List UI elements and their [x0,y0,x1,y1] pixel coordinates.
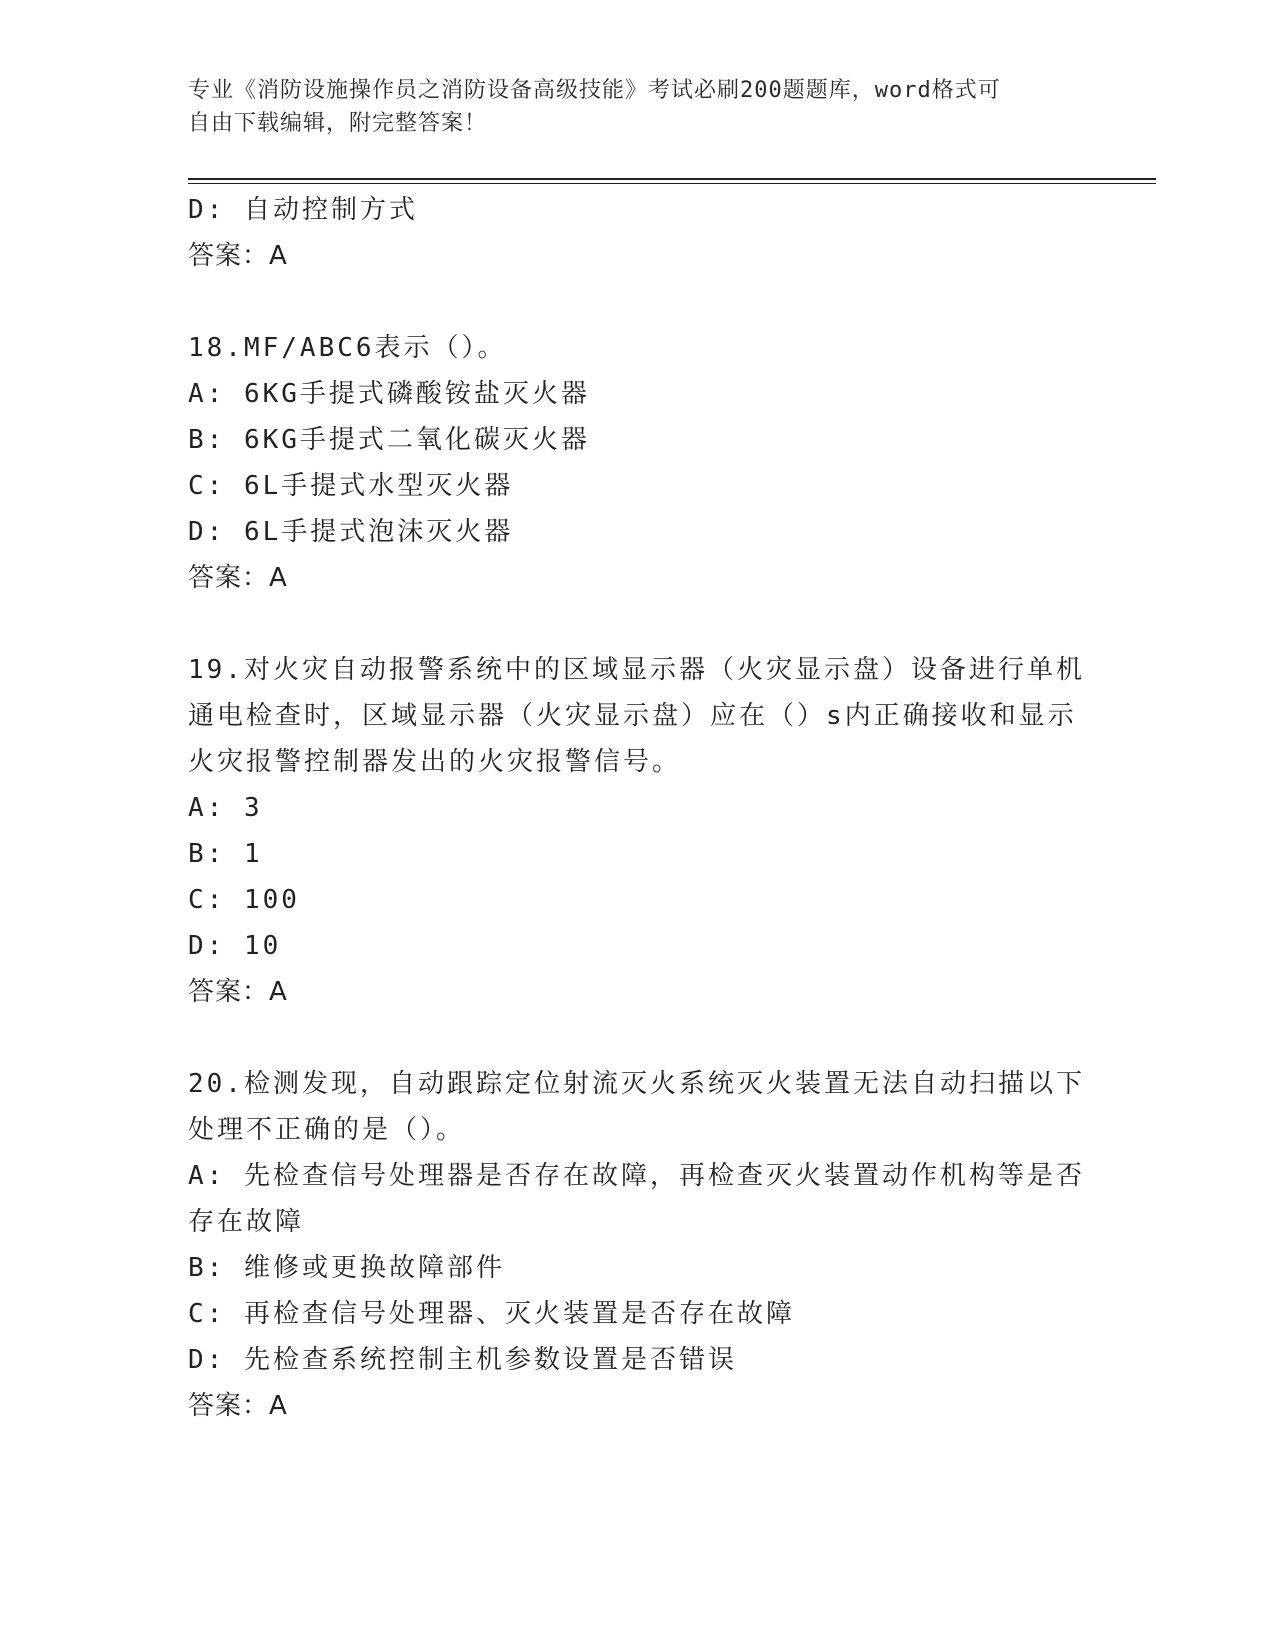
question-19 [188,647,1088,1015]
header-line-1: 专业《消防设施操作员之消防设备高级技能》考试必刷200题题库，word格式可 [188,78,1001,103]
question-stem: 19.对火灾自动报警系统中的区域显示器（火灾显示盘）设备进行单机通电检查时，区域显示器（火灾显示盘）应在（）s内正确接收和显示火灾报警控制器发出的火灾报警信号。 [188,655,1085,777]
document-body [188,187,1088,1429]
header-divider-thin [188,183,1156,184]
question-stem: 20.检测发现，自动跟踪定位射流灭火系统灭火装置无法自动扫描以下处理不正确的是（）。 [188,1069,1085,1145]
option-a: A: 6KG手提式磷酸铵盐灭火器 [188,379,590,409]
option-b: B: 1 [188,839,263,869]
option-c: C: 6L手提式水型灭火器 [188,471,514,501]
option-c: C: 再检查信号处理器、灭火装置是否存在故障 [188,1299,795,1329]
option-a: A: 先检查信号处理器是否存在故障，再检查灭火装置动作机构等是否存在故障 [188,1161,1085,1237]
header-line-2: 自由下载编辑，附完整答案！ [188,111,488,136]
option-c: C: 100 [188,885,300,915]
document-header [188,74,1088,140]
option-d: D: 6L手提式泡沫灭火器 [188,517,514,547]
previous-question-tail [188,187,1088,279]
header-divider-thick [188,178,1156,180]
question-18 [188,325,1088,601]
option-d: D: 先检查系统控制主机参数设置是否错误 [188,1345,737,1375]
spacer [188,279,1088,325]
answer-line: 答案：A [188,563,288,593]
option-a: A: 3 [188,793,263,823]
spacer [188,601,1088,647]
option-d: D: 自动控制方式 [188,195,418,225]
answer-line: 答案：A [188,977,288,1007]
question-stem: 18.MF/ABC6表示（）。 [188,333,507,363]
answer-line: 答案：A [188,1391,288,1421]
option-b: B: 6KG手提式二氧化碳灭火器 [188,425,590,455]
spacer [188,1015,1088,1061]
answer-line: 答案：A [188,241,288,271]
question-20 [188,1061,1088,1429]
option-d: D: 10 [188,931,282,961]
option-b: B: 维修或更换故障部件 [188,1253,505,1283]
